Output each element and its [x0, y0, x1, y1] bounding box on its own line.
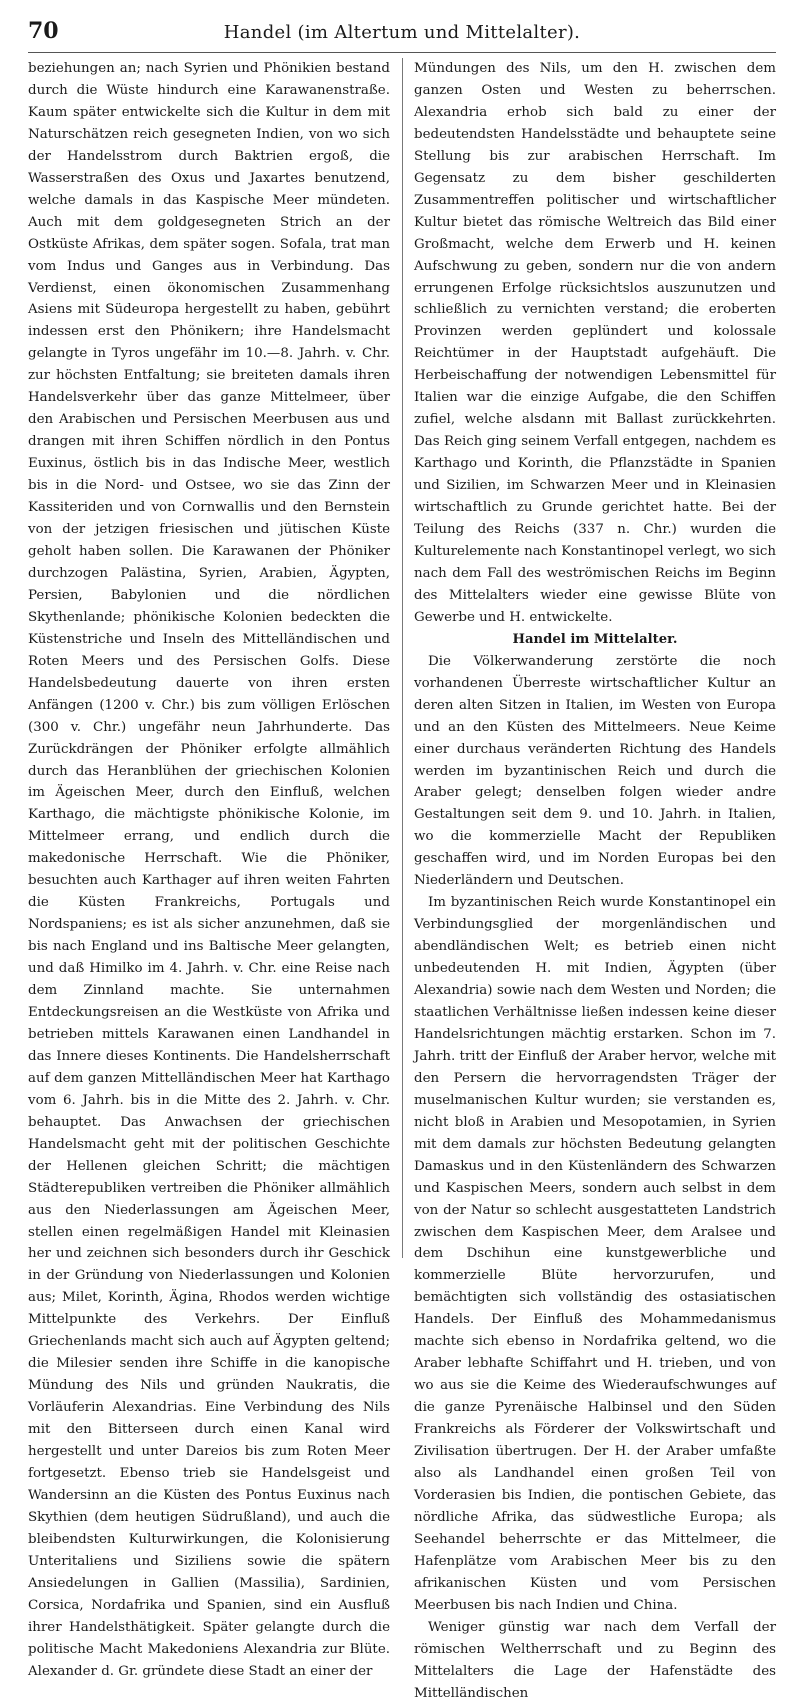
article-paragraph: beziehungen an; nach Syrien und Phönikien bestand durch die Wüste hindurch eine Karawanenstraße. Kaum später entwickelte sich die Kultur in dem mit Naturschätzen reich gesegneten Indien, von wo sich der Handelsstrom durch Baktrien ergoß, die Wasserstraßen des Oxus und Jaxartes benutzend, welche damals in das Kaspische Meer mündeten. Auch mit dem goldgesegneten Strich an der Ostküste Afrikas, dem später sogen. Sofala, trat man vom Indus und Ganges aus in Verbindung. Das Verdienst, einen ökonomischen Zusammenhang Asiens mit Südeuropa hergestellt zu haben, gebührt indessen erst den Phönikern; ihre Handelsmacht gelangte in Tyros ungefähr im 10.—8. Jahrh. v. Chr. zur höchsten Entfaltung; sie breiteten damals ihren Handelsverkehr über das ganze Mittelmeer, über den Arabischen und Persischen Meerbusen aus und drangen mit ihren Schiffen nördlich in den Pontus Euxinus, östlich bis in das Indische Meer, westlich bis in die Nord- und Ostsee, wo sie das Zinn der Kassiteriden und von Cornwallis und den Bernstein von der jetzigen friesischen und jütischen Küste geholt haben sollen. Die Karawanen der Phöniker durchzogen Palästina, Syrien, Arabien, Ägypten, Persien, Babylonien und die nördlichen Skythenlande; phönikische Kolonien bedeckten die Küstenstriche und Inseln des Mittelländischen und Roten Meers und des Persischen Golfs. Diese Handelsbedeutung dauerte von ihren ersten Anfängen (1200 v. Chr.) bis zum völligen Erlöschen (300 v. Chr.) ungefähr neun Jahrhunderte. Das Zurückdrängen der Phöniker erfolgte allmählich durch das Heranblühen der griechischen Kolonien im Ägeischen Meer, durch den Einfluß, welchen Karthago, die mächtigste phönikische Kolonie, im Mittelmeer errang, und endlich durch die makedonische Herrschaft. Wie die Phöniker, besuchten auch Karthager auf ihren weiten Fahrten die Küsten Frankreichs, Portugals und Nordspaniens; es ist als sicher anzunehmen, daß sie bis nach England und ins Baltische Meer gelangten, und daß Himilko im 4. Jahrh. v. Chr. eine Reise nach dem Zinnland machte. Sie unternahmen Entdeckungsreisen an die Westküste von Afrika und betrieben mittels Karawanen einen Landhandel in das Innere dieses Kontinents. Die Handelsherrschaft auf dem ganzen Mittelländischen Meer hat Karthago vom 6. Jahrh. bis in die Mitte des 2. Jahrh. v. Chr. behauptet. Das Anwachsen der griechischen Handelsmacht geht mit der politischen Geschichte der Hellenen gleichen Schritt; die mächtigen Städterepubliken vertreiben die Phöniker allmählich aus den Niederlassungen am Ägeischen Meer, stellen einen regelmäßigen Handel mit Kleinasien her und zeichnen sich besonders durch ihr Geschick in der Gründung von Niederlassungen und Kolonien aus; Milet, Korinth, Ägina, Rhodos werden wichtige Mittelpunkte des Verkehrs. Der Einfluß Griechenlands macht sich auch auf Ägypten geltend; die Milesier senden ihre Schiffe in die kanopische Mündung des Nils und gründen Naukratis, die Vorläuferin Alexandrias. Eine Verbindung des Nils mit den Bitterseen durch einen Kanal wird hergestellt und unter Dareios bis zum Roten Meer fortgesetzt. Ebenso trieb sie Handelsgeist und Wandersinn an die Küsten des Pontus Euxinus nach Skythien (dem heutigen Südrußland), und auch die bleibendsten Kulturwirkungen, die Kolonisierung Unteritaliens und Siziliens sowie die spätern Ansiedelungen in Gallien (Massilia), Sardinien, Corsica, Nordafrika und Spanien, sind ein Ausfluß ihrer Handelsthätigkeit. Später gelangte durch die politische Macht Makedoniens Alexandria zur Blüte. Alexander d. Gr. gründete diese Stadt an einer der [28, 61, 390, 1679]
article-paragraph: Im byzantinischen Reich wurde Konstantinopel ein Verbindungsglied der morgenländischen und abendländischen Welt; es betrieb einen nicht unbedeutenden H. mit Indien, Ägypten (über Alexandria) sowie nach dem Westen und Norden; die staatlichen Verhältnisse ließen indessen keine dieser Handelsrichtungen mächtig erstarken. Schon im 7. Jahrh. tritt der Einfluß der Araber hervor, welche mit den Persern die hervorragendsten Träger der muselmanischen Kultur wurden; sie verstanden es, nicht bloß in Arabien und Mesopotamien, in Syrien mit dem damals zur höchsten Bedeutung gelangten Damaskus und in den Küstenländern des Schwarzen und Kaspischen Meers, sondern auch selbst in dem von der Natur so schlecht ausgestatteten Landstrich zwischen dem Kaspischen Meer, dem Aralsee und dem Dschihun eine kunstgewerbliche und kommerzielle Blüte hervorzurufen, und bemächtigten sich vollständig des ostasiatischen Handels. Der Einfluß des Mohammedanismus machte sich ebenso in Nordafrika geltend, wo die Araber lebhafte Schiffahrt und H. trieben, und von wo aus sie die Keime des Wiederaufschwunges auf die ganze Pyrenäische Halbinsel und den Süden Frankreichs als Förderer der Volkswirtschaft und Zivilisation übertrugen. Der H. der Araber umfaßte also als Landhandel einen großen Teil von Vorderasien bis Indien, die pontischen Gebiete, das nördliche Afrika, das südwestliche Europa; als Seehandel beherrschte er das Mittelmeer, die Hafenplätze vom Arabischen Meer bis zu den afrikanischen Küsten und vom Persischen Meerbusen bis nach Indien und China. [414, 895, 776, 1613]
article-paragraph: Weniger günstig war nach dem Verfall der römischen Weltherrschaft und zu Beginn des Mittelalters die Lage der Hafenstädte des Mittelländischen [414, 1619, 776, 1701]
encyclopedia-page [28, 16, 776, 1701]
section-heading: Handel im Mittelalter. [512, 631, 678, 647]
right-column [414, 58, 776, 1701]
column-divider [402, 58, 403, 1258]
article-paragraph: Mündungen des Nils, um den H. zwischen dem ganzen Osten und Westen zu beherrschen. Alexandria erhob sich bald zu einer der bedeutendsten Handelsstädte und behauptete seine Stellung bis zur arabischen Herrschaft. Im Gegensatz zu dem bisher geschilderten Zusammentreffen politischer und wirtschaftlicher Kultur bietet das römische Weltreich das Bild einer Großmacht, welche dem Erwerb und H. keinen Aufschwung zu geben, sondern nur die von andern errungenen Erfolge rücksichtslos auszunutzen und schließlich zu vernichten verstand; die eroberten Provinzen werden geplündert und kolossale Reichtümer in der Hauptstadt aufgehäuft. Die Herbeischaffung der notwendigen Lebensmittel für Italien war die einzige Aufgabe, die den Schiffen zufiel, welche alsdann mit Ballast zurückkehrten. Das Reich ging seinem Verfall entgegen, nachdem es Karthago und Korinth, die Pflanzstädte in Spanien und Sizilien, im Schwarzen Meer und in Kleinasien wirtschaftlich zu Grunde gerichtet hatte. Bei der Teilung des Reichs (337 n. Chr.) wurden die Kulturelemente nach Konstantinopel verlegt, wo sich nach dem Fall des weströmischen Reichs im Beginn des Mittelalters wieder eine gewisse Blüte von Gewerbe und H. entwickelte. [414, 61, 776, 625]
running-title: Handel (im Altertum und Mittelalter). [223, 22, 581, 43]
text-columns [28, 58, 776, 1701]
page-header [28, 16, 776, 53]
left-column [28, 58, 390, 1679]
article-paragraph: Die Völkerwanderung zerstörte die noch vorhandenen Überreste wirtschaftlicher Kultur an deren alten Sitzen in Italien, im Westen von Europa und an den Küsten des Mittelmeers. Neue Keime einer durchaus veränderten Richtung des Handels werden im byzantinischen Reich und durch die Araber gelegt; denselben folgen wieder andre Gestaltungen seit dem 9. und 10. Jahrh. in Italien, wo die kommerzielle Macht der Republiken geschaffen wird, und im Norden Europas bei den Niederländern und Deutschen. [414, 653, 776, 889]
page-number: 70 [28, 18, 59, 44]
